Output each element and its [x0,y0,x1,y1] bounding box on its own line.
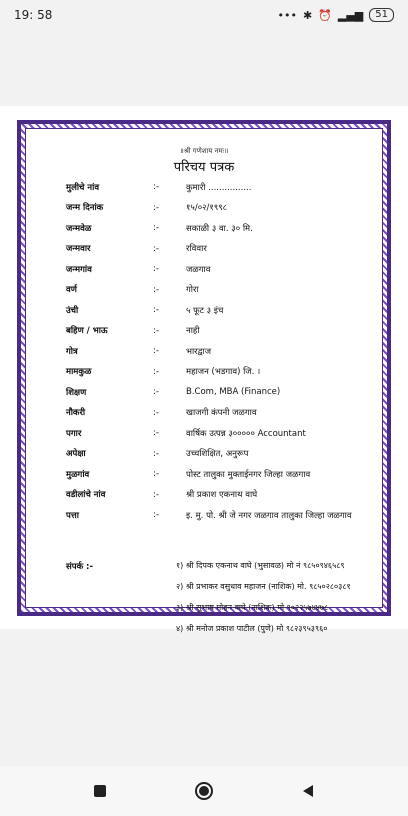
row-value: गोरा [186,285,199,296]
row-separator: :- [153,448,159,459]
row-separator: :- [153,243,159,254]
row-value: ५ फूट ३ इंच [186,305,224,316]
contact-item: ४) श्री मनोज प्रकाश पाटील (पुणे) मो ९८२३९५३९६० [176,624,328,633]
row-label: उंची [66,305,79,316]
row-separator: :- [153,489,159,500]
battery-indicator: 51 [369,8,394,22]
row-label: मुळगांव [66,469,90,480]
biodata-row [66,464,372,485]
biodata-rows [66,177,372,526]
biodata-row [66,239,372,260]
biodata-row [66,403,372,424]
row-label: जन्मगांव [66,264,92,275]
row-separator: :- [153,346,159,357]
row-label: शिक्षण [66,387,87,398]
back-triangle-icon [301,784,315,798]
status-time: 19: 58 [14,8,53,22]
home-button[interactable] [192,779,216,803]
row-separator: :- [153,264,159,275]
row-separator: :- [153,284,159,295]
biodata-row [66,259,372,280]
row-separator: :- [153,366,159,377]
row-label: मामकुळ [66,367,92,378]
document-title: परिचय पत्रक [173,160,235,175]
row-separator: :- [153,325,159,336]
row-label: पगार [66,428,82,439]
biodata-row [66,485,372,506]
biodata-row [66,218,372,239]
row-separator: :- [153,469,159,480]
row-separator: :- [153,305,159,316]
biodata-row [66,321,372,342]
system-nav-bar [0,766,408,816]
biodata-row [66,362,372,383]
row-value: इ. मु. पो. श्री जे नगर जळगाव तालुका जिल्हा जळगाव [186,510,352,521]
row-label: जन्मवार [66,244,91,255]
row-label: वडीलांचे नांव [66,490,106,501]
contact-item: ३) श्री सुभाष मोहन वाघे (नाशिक) मो ९०२२५७४४७८ [176,603,329,612]
biodata-row [66,198,372,219]
row-separator: :- [153,428,159,439]
recents-square-icon [93,784,107,798]
row-value: जळगाव [186,264,211,275]
row-separator: :- [153,407,159,418]
biodata-row [66,341,372,362]
bluetooth-icon: ✱ [302,8,313,22]
recents-button[interactable] [88,779,112,803]
biodata-row [66,505,372,526]
contact-item: १) श्री दिपक एकनाथ वाघे (भुसावळ) मो नं ९८५०९४६५८९ [176,561,345,570]
row-separator: :- [153,223,159,234]
biodata-content [25,128,383,633]
row-value: नाही [186,326,200,337]
biodata-row [66,444,372,465]
row-separator: :- [153,387,159,398]
biodata-row [66,280,372,301]
row-value: उच्चशिक्षित, अनुरूप [186,449,249,460]
contact-list [176,555,374,639]
contact-item: २) श्री प्रभाकर वसुधाव महाजन (नाशिक) मो. ९८५०२८०३८१ [176,582,351,591]
biodata-row [66,177,372,198]
row-label: पत्ता [66,510,79,521]
row-value: महाजन (भडगाव) जि. । [186,367,261,378]
row-label: गोत्र [66,346,78,357]
biodata-frame [17,120,391,633]
home-circle-icon [194,781,214,801]
row-value: भारद्वाज [186,346,212,357]
row-label: वर्ण [66,285,77,296]
status-bar [0,0,408,30]
invocation-header: ॥श्री गणेशाय नमः॥ [179,147,229,155]
row-value: B.Com, MBA (Finance) [186,387,281,398]
status-icons [277,8,394,22]
biodata-row [66,423,372,444]
biodata-row [66,382,372,403]
row-value: सकाळी ३ वा. ३० मि. [186,223,253,234]
biodata-row [66,300,372,321]
row-label: जन्म दिनांक [66,203,104,214]
row-value: रविवार [186,244,207,255]
row-label: मुलीचे नांव [66,182,100,193]
row-separator: :- [153,202,159,213]
row-label: बहिण / भाऊ [66,326,108,337]
row-value: श्री प्रकाश एकनाथ वाघे [186,490,258,501]
row-value: १५/०२/१९९८ [186,203,228,214]
row-value: वार्षिक उत्पन्न ३००००० Accountant [186,428,306,439]
row-value: खाजगी कंपनी जळगाव [186,408,257,419]
row-separator: :- [153,182,159,193]
more-dots-icon: ••• [277,8,297,22]
back-button[interactable] [296,779,320,803]
alarm-icon: ⏰ [318,8,332,22]
signal-icon: ▂▄▆ [337,8,364,22]
row-label: नौकरी [66,408,86,419]
contact-label: संपर्क :- [66,562,93,572]
row-value: कुमारी ................ [186,182,252,193]
row-label: अपेक्षा [66,449,86,460]
row-label: जन्मवेळ [66,223,92,234]
row-separator: :- [153,510,159,521]
row-value: पोस्ट तालुका मुक्ताईनगर जिल्हा जळगाव [186,469,311,480]
